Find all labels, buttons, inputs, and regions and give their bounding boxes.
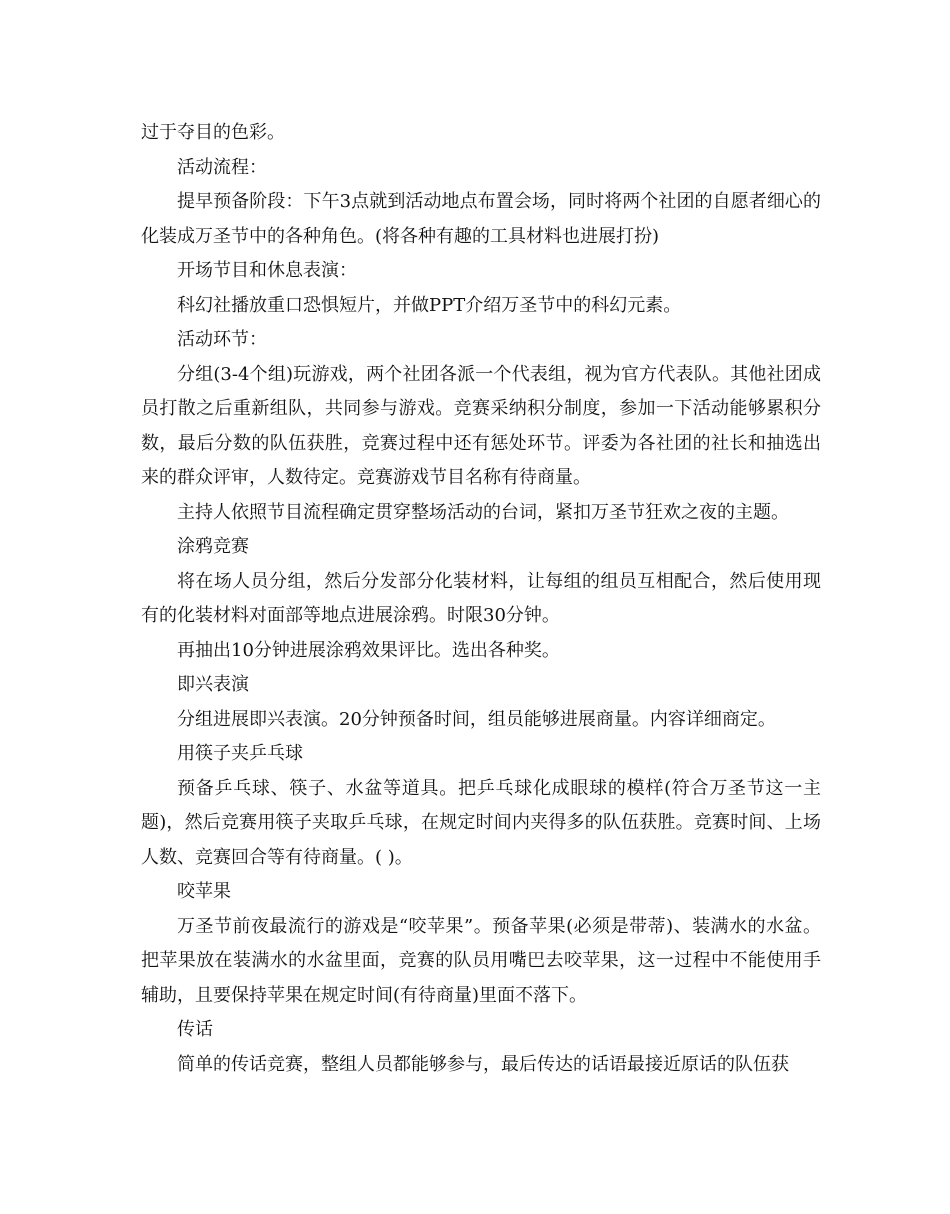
section-heading: 传话	[177, 1019, 213, 1040]
paragraph: 将在场人员分组，然后分发部分化装材料，让每组的组员互相配合，然后使用现有的化装材料对面部等地点进展涂鸦。时限30分钟。	[141, 570, 821, 626]
section-heading: 咬苹果	[177, 881, 231, 902]
paragraph: 预备乒乓球、筷子、水盆等道具。把乒乓球化成眼球的模样(符合万圣节这一主题)，然后竞赛用筷子夹取乒乓球，在规定时间内夹得多的队伍获胜。竞赛时间、上场人数、竞赛回合等有待商量。( )。	[141, 777, 821, 868]
section-heading: 开场节目和休息表演：	[177, 260, 357, 281]
section-heading: 活动环节：	[177, 329, 267, 350]
paragraph: 再抽出10分钟进展涂鸦效果评比。选出各种奖。	[177, 639, 560, 661]
paragraph: 过于夺目的色彩。	[141, 122, 285, 143]
section-heading: 涂鸦竞赛	[177, 536, 249, 557]
paragraph: 主持人依照节目流程确定贯穿整场活动的台词，紧扣万圣节狂欢之夜的主题。	[177, 501, 789, 523]
paragraph: 万圣节前夜最流行的游戏是“咬苹果”。预备苹果(必须是带蒂)、装满水的水盆。把苹果放在装满水的水盆里面，竞赛的队员用嘴巴去咬苹果，这一过程中不能使用手辅助，且要保持苹果在规定时间(有待商量)里面不落下。	[141, 915, 821, 1006]
paragraph: 分组进展即兴表演。20分钟预备时间，组员能够进展商量。内容详细商定。	[177, 708, 776, 730]
paragraph: 提早预备阶段：下午3点就到活动地点布置会场，同时将两个社团的自愿者细心的化装成万圣节中的各种角色。(将各种有趣的工具材料也进展打扮)	[141, 191, 821, 247]
document-body	[141, 116, 821, 1082]
paragraph: 科幻社播放重口恐惧短片，并做PPT介绍万圣节中的科幻元素。	[177, 294, 682, 316]
section-heading: 用筷子夹乒乓球	[177, 743, 303, 764]
section-heading: 即兴表演	[177, 674, 249, 695]
paragraph: 分组(3-4个组)玩游戏，两个社团各派一个代表组，视为官方代表队。其他社团成员打散之后重新组队，共同参与游戏。竞赛采纳积分制度，参加一下活动能够累积分数，最后分数的队伍获胜，竞赛过程中还有惩处环节。评委为各社团的社长和抽选出来的群众评审，人数待定。竞赛游戏节目名称有待商量。	[141, 363, 821, 488]
paragraph: 简单的传话竞赛，整组人员都能够参与，最后传达的话语最接近原话的队伍获	[177, 1053, 789, 1075]
section-heading: 活动流程：	[177, 156, 267, 178]
